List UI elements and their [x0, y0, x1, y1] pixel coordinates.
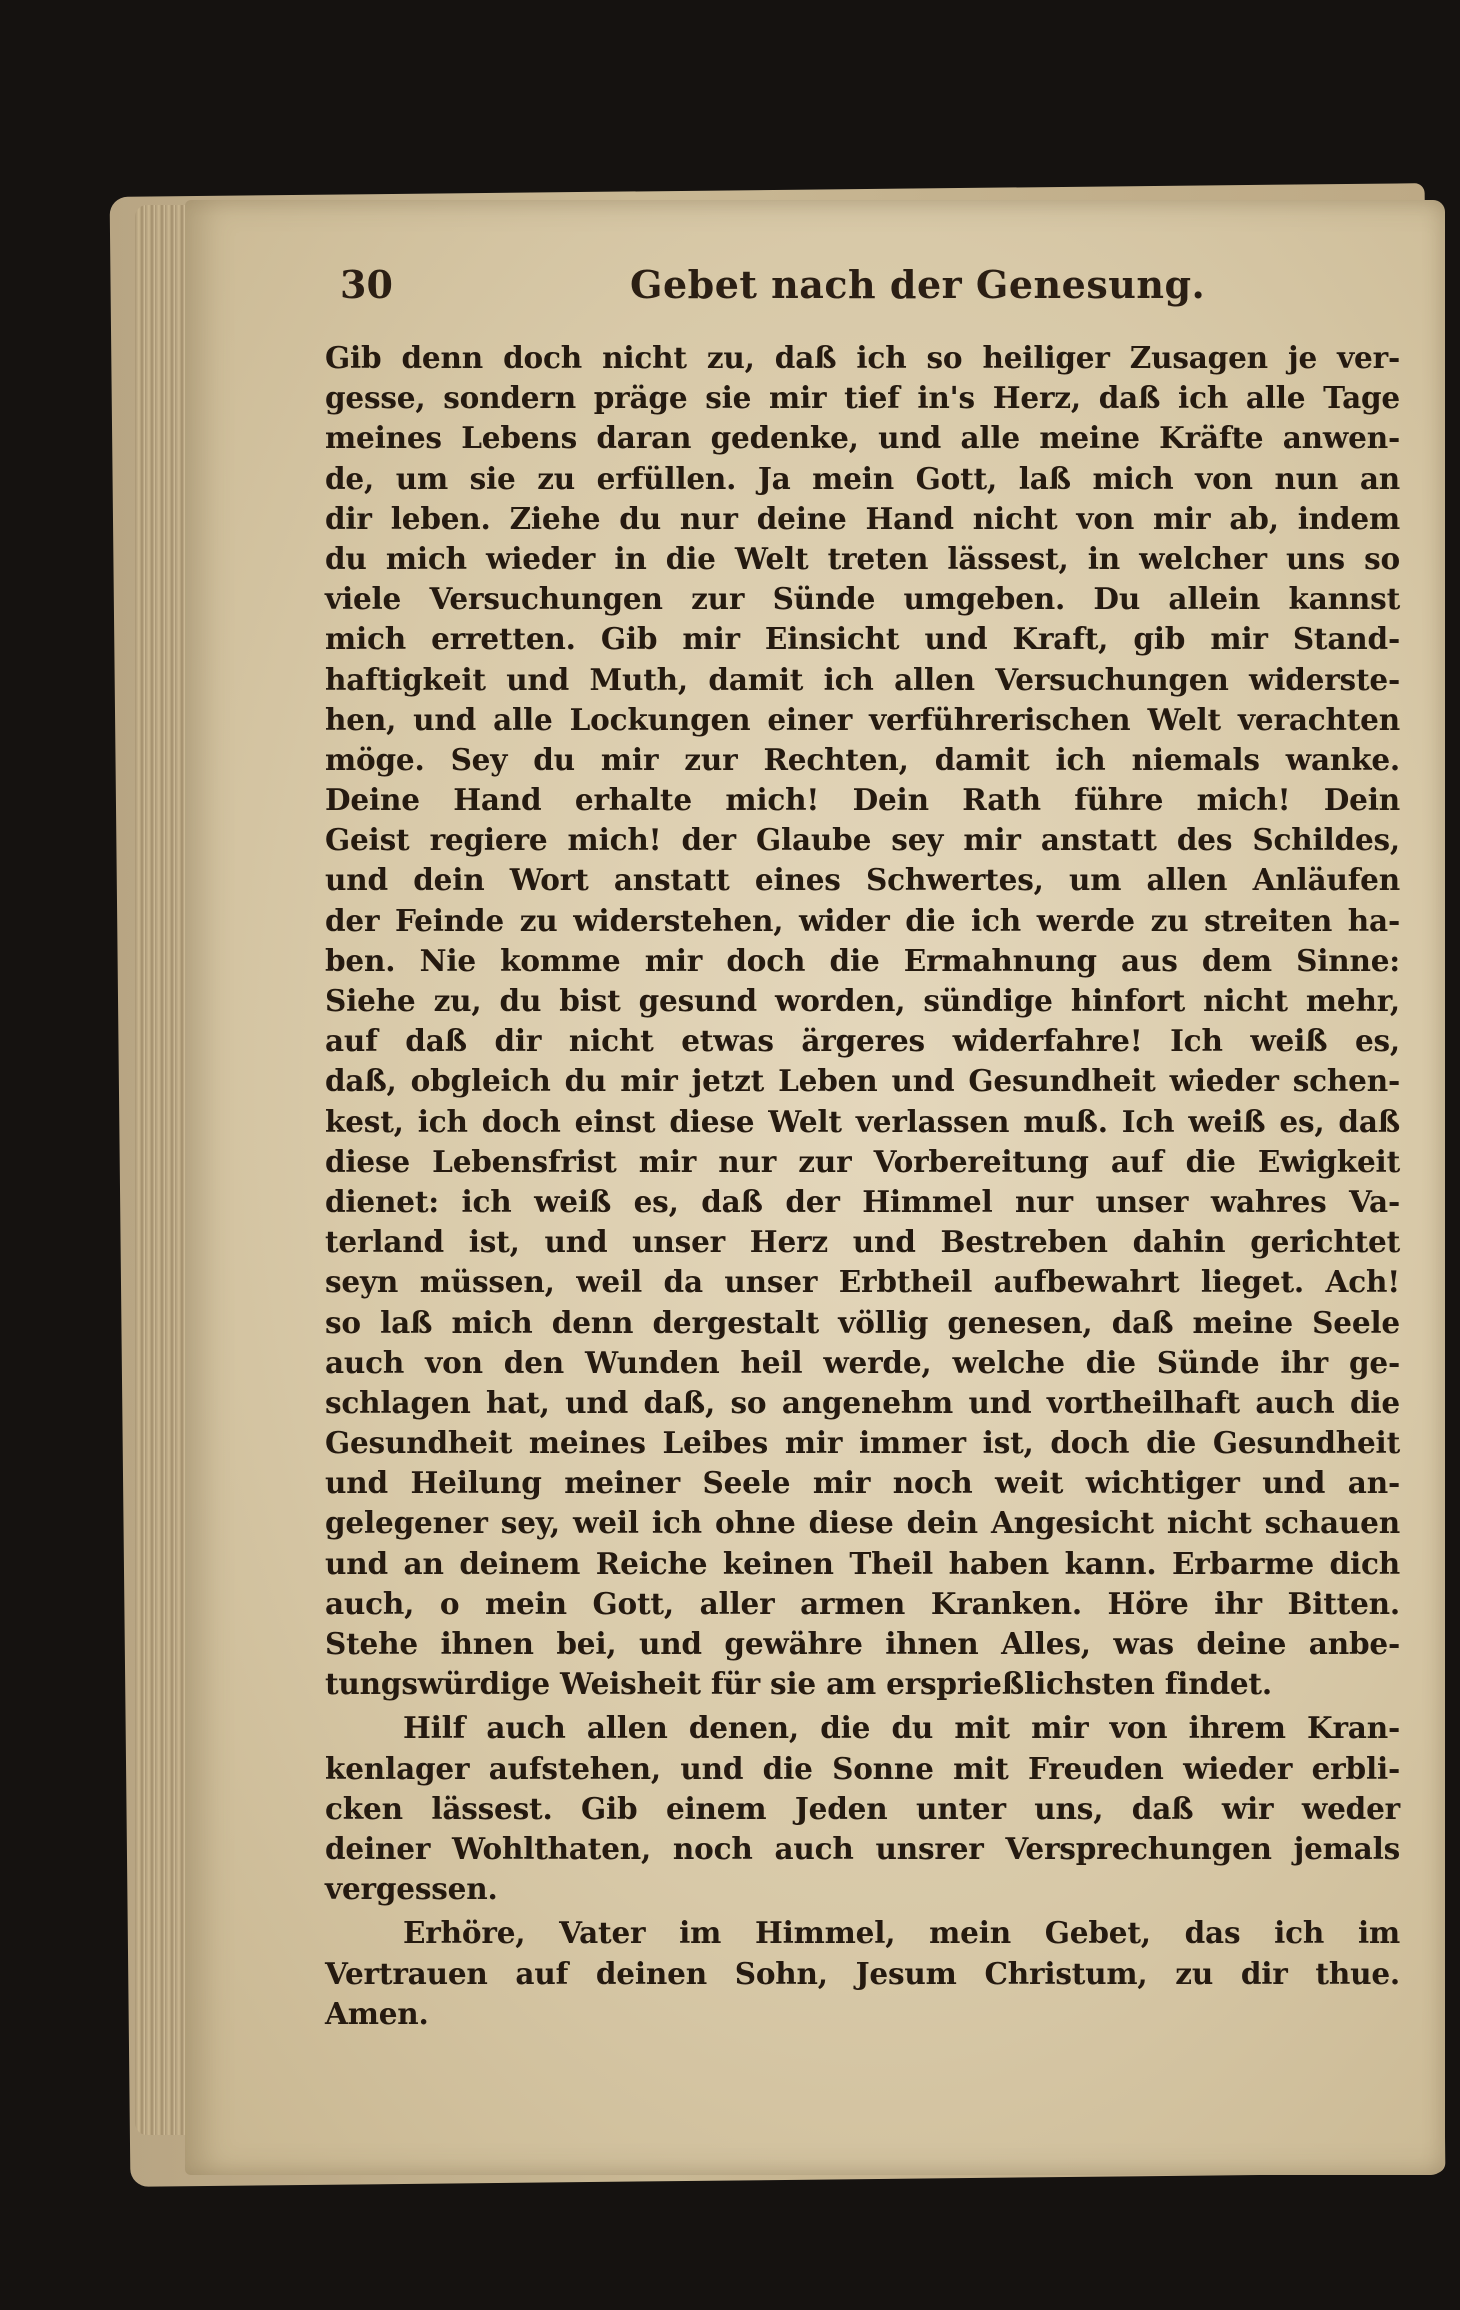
text-line: kest, ich doch einst diese Welt verlassen muß. Ich weiß es, daß — [325, 1103, 1400, 1139]
text-line: gesse, sondern präge sie mir tief in's Herz, daß ich alle Tage — [325, 380, 1400, 416]
text-line: kenlager aufstehen, und die Sonne mit Freuden wieder erbli- — [325, 1750, 1400, 1786]
text-line: Gib denn doch nicht zu, daß ich so heiliger Zusagen je ver- — [325, 340, 1400, 375]
text-line: Amen. — [325, 1995, 429, 2031]
text-line: hen, und alle Lockungen einer verführerischen Welt verachten — [325, 701, 1400, 737]
page-header — [340, 262, 1360, 322]
text-line: Hilf auch allen denen, die du mit mir von ihrem Kran- — [403, 1710, 1400, 1746]
text-line: Geist regiere mich! der Glaube sey mir anstatt des Schildes, — [325, 822, 1400, 858]
running-head: Gebet nach der Genesung. — [630, 262, 1206, 307]
page-number: 30 — [340, 262, 393, 307]
text-line: möge. Sey du mir zur Rechten, damit ich niemals wanke. — [325, 741, 1400, 777]
text-line: viele Versuchungen zur Sünde umgeben. Du allein kannst — [325, 581, 1400, 617]
text-line: so laß mich denn dergestalt völlig genesen, daß meine Seele — [325, 1304, 1400, 1340]
text-line: de, um sie zu erfüllen. Ja mein Gott, laß mich von nun an — [325, 460, 1400, 496]
text-line: der Feinde zu widerstehen, wider die ich werde zu streiten ha- — [325, 902, 1400, 938]
text-line: mich erretten. Gib mir Einsicht und Kraft, gib mir Stand- — [325, 621, 1400, 657]
text-line: auch, o mein Gott, aller armen Kranken. Höre ihr Bitten. — [325, 1585, 1400, 1621]
text-line: cken lässest. Gib einem Jeden unter uns, daß wir weder — [325, 1790, 1400, 1826]
text-line: schlagen hat, und daß, so angenehm und vortheilhaft auch die — [325, 1384, 1400, 1420]
text-line: gelegener sey, weil ich ohne diese dein Angesicht nicht schauen — [325, 1505, 1400, 1541]
text-line: daß, obgleich du mir jetzt Leben und Gesundheit wieder schen- — [325, 1063, 1400, 1099]
text-line: meines Lebens daran gedenke, und alle meine Kräfte anwen- — [325, 420, 1400, 456]
text-line: seyn müssen, weil da unser Erbtheil aufbewahrt lieget. Ach! — [325, 1264, 1400, 1300]
text-line: terland ist, und unser Herz und Bestreben dahin gerichtet — [325, 1224, 1400, 1260]
text-line: diese Lebensfrist mir nur zur Vorbereitung auf die Ewigkeit — [325, 1143, 1400, 1179]
text-line: Gesundheit meines Leibes mir immer ist, doch die Gesundheit — [325, 1425, 1400, 1461]
text-line: tungswürdige Weisheit für sie am ersprießlichsten findet. — [325, 1666, 1272, 1702]
text-line: auch von den Wunden heil werde, welche die Sünde ihr ge- — [325, 1344, 1400, 1380]
text-line: dienet: ich weiß es, daß der Himmel nur unser wahres Va- — [325, 1183, 1400, 1219]
text-line: auf daß dir nicht etwas ärgeres widerfahre! Ich weiß es, — [325, 1023, 1400, 1059]
text-line: haftigkeit und Muth, damit ich allen Versuchungen widerste- — [325, 661, 1400, 697]
text-line: Siehe zu, du bist gesund worden, sündige hinfort nicht mehr, — [325, 983, 1400, 1018]
text-line: du mich wieder in die Welt treten lässest, in welcher uns so — [325, 540, 1400, 576]
text-line: Stehe ihnen bei, und gewähre ihnen Alles, was deine anbe- — [325, 1626, 1400, 1661]
text-line: und an deinem Reiche keinen Theil haben kann. Erbarme dich — [325, 1545, 1400, 1581]
text-line: Deine Hand erhalte mich! Dein Rath führe mich! Dein — [325, 782, 1400, 818]
text-line: und dein Wort anstatt eines Schwertes, um allen Anläufen — [325, 862, 1400, 898]
text-line: und Heilung meiner Seele mir noch weit wichtiger und an- — [325, 1465, 1400, 1501]
text-line: Erhöre, Vater im Himmel, mein Gebet, das ich im — [403, 1915, 1400, 1951]
text-line: vergessen. — [325, 1871, 498, 1907]
prayer-text — [325, 338, 1400, 2034]
text-line: ben. Nie komme mir doch die Ermahnung aus dem Sinne: — [325, 942, 1400, 978]
text-line: deiner Wohlthaten, noch auch unsrer Versprechungen jemals — [325, 1830, 1400, 1866]
text-line: dir leben. Ziehe du nur deine Hand nicht von mir ab, indem — [325, 500, 1400, 536]
text-line: Vertrauen auf deinen Sohn, Jesum Christum, zu dir thue. — [325, 1955, 1400, 1991]
